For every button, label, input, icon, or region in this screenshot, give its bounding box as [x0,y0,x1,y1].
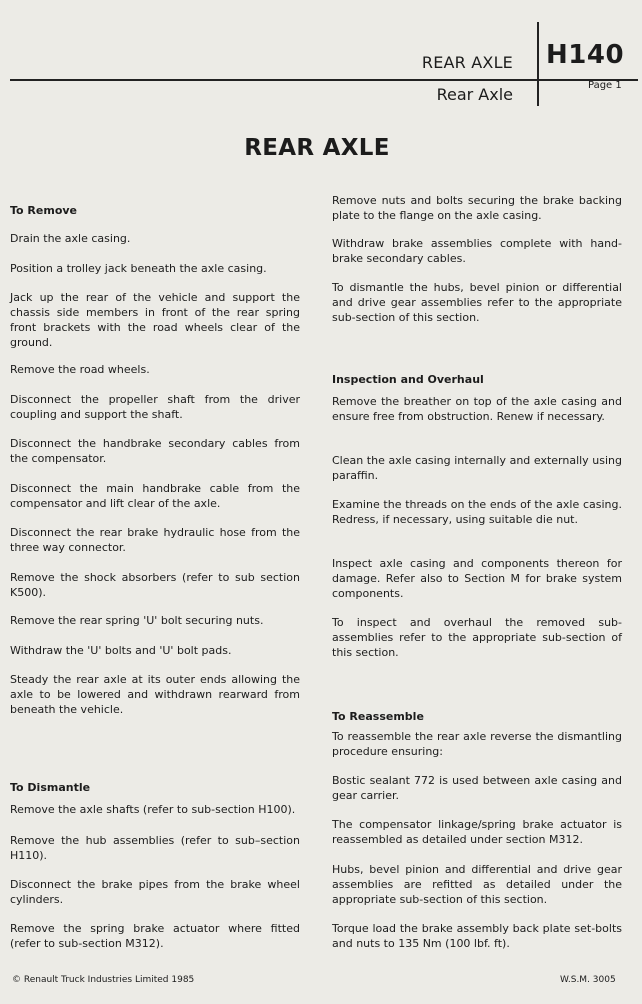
remove-step: Remove the road wheels. [10,363,150,376]
document-reference: W.S.M. 3005 [560,975,616,985]
remove-step: Withdraw the 'U' bolts and 'U' bolt pads. [10,644,232,657]
reassemble-step: The compensator linkage/spring brake actuator is reassembled as detailed under section M312. [332,818,622,846]
remove-step: Remove the shock absorbers (refer to sub section K500). [10,571,300,599]
section-code: H140 [546,40,625,70]
header-divider [537,22,539,106]
heading-to-remove: To Remove [10,204,78,217]
reassemble-step: Torque load the brake assembly back plate set-bolts and nuts to 135 Nm (100 lbf. ft). [332,922,622,950]
dismantle-step: To dismantle the hubs, bevel pinion or differential and drive gear assemblies refer to the appropriate sub-section of this section. [332,281,622,324]
heading-to-dismantle: To Dismantle [10,781,91,794]
copyright-footer: © Renault Truck Industries Limited 1985 [12,975,195,985]
remove-step: Drain the axle casing. [10,232,131,245]
inspection-step: Clean the axle casing internally and externally using paraffin. [332,454,622,482]
header-subsection-title: Rear Axle [436,85,513,104]
dismantle-step: Remove the spring brake actuator where fitted (refer to sub-section M312). [10,922,300,950]
dismantle-step: Withdraw brake assemblies complete with hand-brake secondary cables. [332,237,622,265]
dismantle-step: Disconnect the brake pipes from the brake wheel cylinders. [10,878,300,906]
inspection-step: Inspect axle casing and components thereon for damage. Refer also to Section M for brake system components. [332,557,622,600]
page-number: Page 1 [588,80,622,91]
heading-inspection: Inspection and Overhaul [332,373,484,386]
inspection-step: Remove the breather on top of the axle casing and ensure free from obstruction. Renew if necessary. [332,395,622,423]
inspection-step: Examine the threads on the ends of the axle casing. Redress, if necessary, using suitable die nut. [332,498,622,526]
header-section-title: REAR AXLE [421,53,513,72]
reassemble-step: To reassemble the rear axle reverse the dismantling procedure ensuring: [332,730,622,758]
dismantle-step: Remove the hub assemblies (refer to sub–section H110). [10,834,300,862]
remove-step: Disconnect the handbrake secondary cables from the compensator. [10,437,300,465]
remove-step: Jack up the rear of the vehicle and support the chassis side members in front of the rear spring front brackets with the road wheels clear of the ground. [10,291,300,349]
remove-step: Steady the rear axle at its outer ends allowing the axle to be lowered and withdrawn rearward from beneath the vehicle. [10,673,300,716]
remove-step: Disconnect the rear brake hydraulic hose from the three way connector. [10,526,300,554]
remove-step: Disconnect the main handbrake cable from the compensator and lift clear of the axle. [10,482,300,510]
header-rule [10,79,638,81]
reassemble-step: Hubs, bevel pinion and differential and drive gear assemblies are refitted as detailed under the appropriate sub-section of this section. [332,863,622,906]
dismantle-step: Remove nuts and bolts securing the brake backing plate to the flange on the axle casing. [332,194,622,222]
page-title: REAR AXLE [244,135,390,161]
dismantle-step: Remove the axle shafts (refer to sub-section H100). [10,803,296,816]
remove-step: Position a trolley jack beneath the axle casing. [10,262,267,275]
heading-to-reassemble: To Reassemble [332,710,424,723]
reassemble-step: Bostic sealant 772 is used between axle casing and gear carrier. [332,774,622,802]
inspection-step: To inspect and overhaul the removed sub-assemblies refer to the appropriate sub-section of this section. [332,616,622,659]
remove-step: Disconnect the propeller shaft from the driver coupling and support the shaft. [10,393,300,421]
remove-step: Remove the rear spring 'U' bolt securing nuts. [10,614,264,627]
